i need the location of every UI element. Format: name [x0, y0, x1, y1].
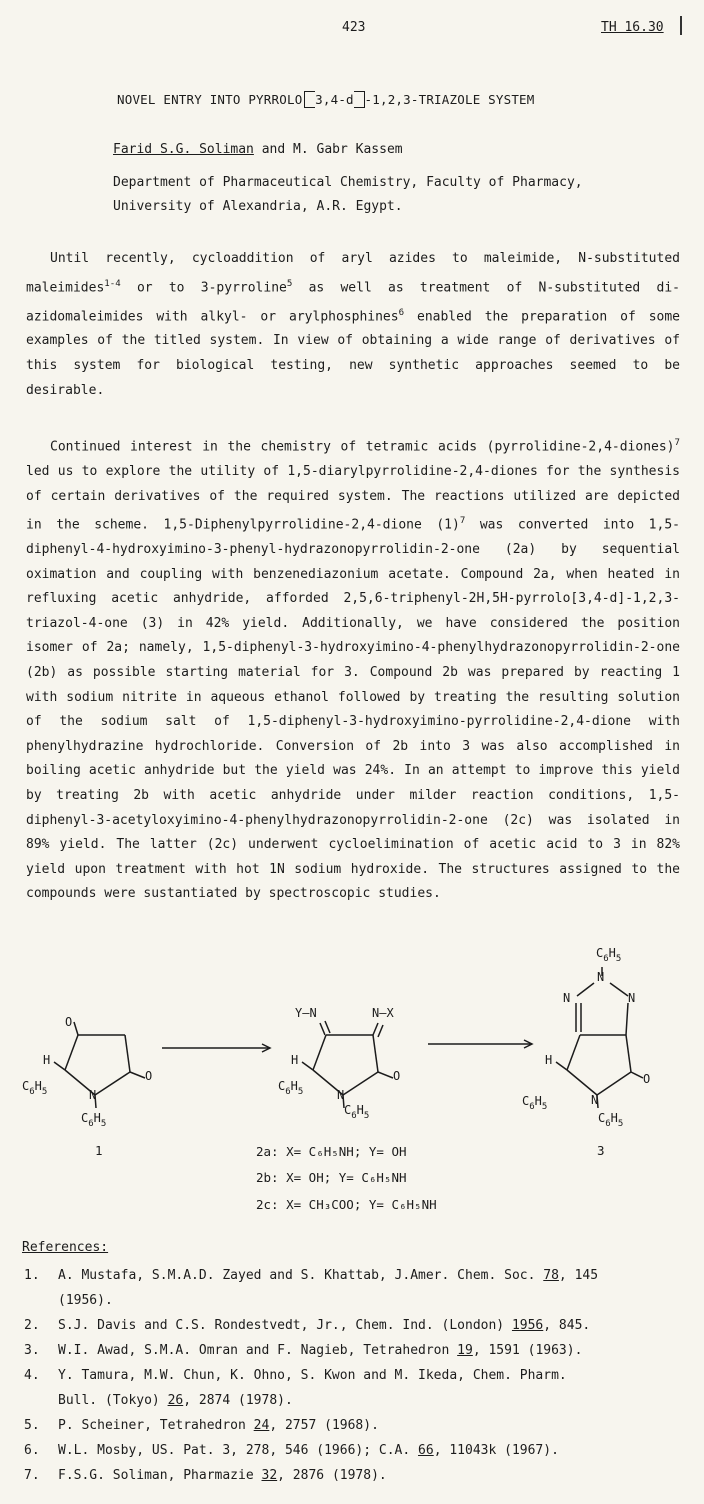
compound1-oxygen-4: O — [65, 1015, 73, 1029]
reference-2: 2. S.J. Davis and C.S. Rondestvedt, Jr., Chem. Ind. (London) 1956, 845. — [24, 1318, 591, 1333]
reference-4: 4. Y. Tamura, M.W. Chun, K. Ohno, S. Kwon and M. Ikeda, Chem. Pharm. Bull. (Tokyo) 26, 2874 (1978). — [24, 1368, 567, 1408]
compound1-nitrogen: N — [89, 1088, 97, 1102]
reference-5: 5. P. Scheiner, Tetrahedron 24, 2757 (1968). — [24, 1418, 379, 1433]
compound1-c5-phenyl: $C_6H_5$ — [22, 1079, 48, 1097]
reference-6: 6. W.L. Mosby, US. Pat. 3, 278, 546 (1966); C.A. 66, 11043k (1967). — [24, 1443, 559, 1458]
compound2-y-n: Y—N — [295, 1006, 317, 1020]
reference-7: 7. F.S.G. Soliman, Pharmazie 32, 2876 (1978). — [24, 1468, 387, 1483]
compound3-h: H — [545, 1053, 553, 1067]
compound3-nitrogen: N — [591, 1093, 599, 1107]
legend-2b: 2b: X= OH; Y= C₆H₅NH — [256, 1170, 407, 1185]
compound2-h: H — [291, 1053, 299, 1067]
reference-3: 3. W.I. Awad, S.M.A. Omran and F. Nagieb, Tetrahedron 19, 1591 (1963). — [24, 1343, 583, 1358]
compound3-n-phenyl: $C_6H_5$ — [598, 1111, 624, 1129]
paragraph-2: Continued interest in the chemistry of tetramic acids (pyrrolidine-2,4-diones)$^7$ led us to explore the utility of 1,5-diarylpyrrolidine-2,4-diones for the synthesis of certain derivatives of the required system. The reactions utilized are depicted in the scheme. 1,5-Diphenylpyrrolidine-2,4-dione $(1)^7$ was converted into 1,5-diphenyl-4-hydroxyimino-3-phenyl-hydrazonopyrrolidin-2-one (2a) by sequential oximation and coupling with benzenediazonium acetate. Compound 2a, when heated in refluxing acetic anhydride, afforded 2,5,6-triphenyl-2H,5H-pyrrolo[3,4-d]-1,2,3-triazol-4-one (3) in 42% yield. Additionally, we have considered the position isomer of 2a; namely, 1,5-diphenyl-3-hydroxyimino-4-phenylhydrazonopyrrolidin-2-one (2b) as possible starting material for 3. Compound 2b was prepared by reacting 1 with sodium nitrite in aqueous ethanol followed by treating the resulting solution of the sodium salt of 1,5-diphenyl-3-hydroxyimino-pyrrolidine-2,4-dione with phenylhydrazine hydrochloride. Conversion of 2b into 3 was also accomplished in boiling acetic anhydride but the yield was 24%. In an attempt to improve this yield by treating 2b with acetic anhydride under milder reaction conditions, 1,5-diphenyl-3-acetyloxyimino-4-phenylhydrazonopyrrolidin-2-one (2c) was isolated in 89% yield. The latter (2c) underwent cycloelimination of acetic acid to 3 in 82% yield upon treatment with hot 1N sodium hydroxide. The structures assigned to the compounds were sustantiated by spectroscopic studies. — [26, 438, 680, 902]
page-number: 423 — [342, 20, 366, 35]
affiliation-line-2: University of Alexandria, A.R. Egypt. — [113, 199, 403, 214]
compound2-nitrogen: N — [337, 1088, 345, 1102]
compound3-label: 3 — [597, 1143, 605, 1158]
references-heading: References: — [22, 1240, 109, 1255]
reaction-scheme — [0, 940, 704, 1225]
legend-2c: 2c: X= CH₃COO; Y= C₆H₅NH — [256, 1197, 437, 1212]
compound3-c-phenyl: $C_6H_5$ — [522, 1094, 548, 1112]
compound2-c5-phenyl: $C_6H_5$ — [278, 1079, 304, 1097]
authors: Farid S.G. Soliman and M. Gabr Kassem — [113, 142, 403, 157]
compound2-oxygen: O — [393, 1069, 401, 1083]
legend-2a: 2a: X= C₆H₅NH; Y= OH — [256, 1144, 407, 1159]
journal-code: TH 16.30 — [601, 20, 664, 35]
compound3-n2: N — [597, 970, 605, 984]
reference-1: 1. A. Mustafa, S.M.A.D. Zayed and S. Khattab, J.Amer. Chem. Soc. 78, 145 (1956). — [24, 1268, 599, 1308]
affiliation-line-1: Department of Pharmaceutical Chemistry, Faculty of Pharmacy, — [113, 175, 583, 190]
compound1-oxygen-2: O — [145, 1069, 153, 1083]
compound3-oxygen: O — [643, 1072, 651, 1086]
compound1-h: H — [43, 1053, 51, 1067]
compound3-n3: N — [628, 991, 636, 1005]
paper-title: NOVEL ENTRY INTO PYRROLO 3,4-d -1,2,3-TRIAZOLE SYSTEM — [117, 92, 535, 107]
compound2-n-x: N—X — [372, 1006, 394, 1020]
compound3-n1: N — [563, 991, 571, 1005]
compound1-n-phenyl: $C_6H_5$ — [81, 1111, 107, 1129]
compound1-label: 1 — [95, 1143, 103, 1158]
paragraph-1: Until recently, cycloaddition of aryl azides to maleimide, N-substituted maleimides$^{1-4}$ or to 3-pyrroline$^5$ as well as treatment of N-substituted di-azidomaleimides with alkyl- or arylphosphines$^6$ enabled the preparation of some examples of the titled system. In view of obtaining a wide range of derivatives of this system for biological testing, new synthetic approaches seemed to be desirable. — [26, 251, 681, 398]
compound3-triazole-phenyl: $C_6H_5$ — [596, 946, 622, 964]
margin-mark — [680, 16, 682, 35]
compound2-n-phenyl: $C_6H_5$ — [344, 1103, 370, 1121]
